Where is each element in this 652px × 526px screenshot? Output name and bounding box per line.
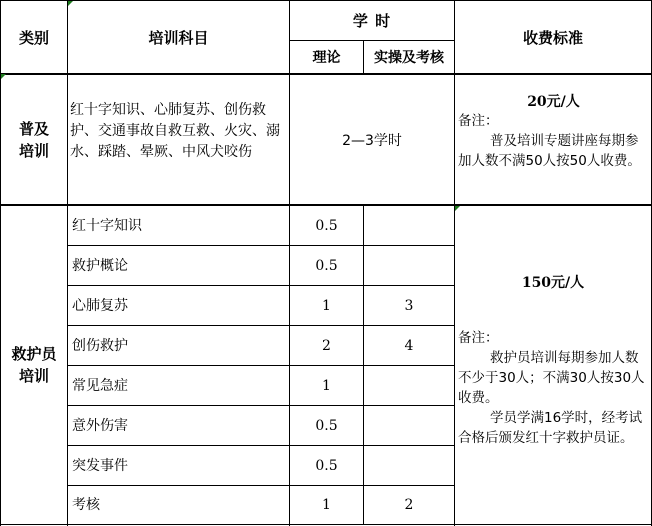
rescuer-fee-price: 150元/人 xyxy=(521,275,585,291)
category-popular-line2: 培训 xyxy=(18,141,49,160)
header-category: 类别 xyxy=(18,28,49,47)
header-theory: 理论 xyxy=(312,50,341,66)
rescuer-row-subject: 突发事件 xyxy=(72,457,128,474)
rescuer-row-theory: 2 xyxy=(322,337,331,354)
rescuer-row-subject: 创伤救护 xyxy=(72,337,128,354)
rescuer-fee xyxy=(455,206,651,524)
popular-subjects: 红十字知识、心肺复苏、创伤救护、交通事故自救互救、火灾、溺水、踩踏、晕厥、中风犬咬伤 xyxy=(70,102,280,160)
rescuer-row-subject: 心肺复苏 xyxy=(72,297,128,314)
popular-hours: 2—3学时 xyxy=(342,132,402,149)
rescuer-note-text1: 救护员培训每期参加人数不少于30人；不满30人按30人收费。 xyxy=(458,350,645,406)
header-practice: 实操及考核 xyxy=(374,50,444,66)
rescuer-row-practice: 4 xyxy=(404,337,414,354)
rescuer-row-theory: 0.5 xyxy=(315,457,338,474)
header-subject: 培训科目 xyxy=(148,28,209,47)
rescuer-row-subject: 救护概论 xyxy=(72,257,128,274)
rescuer-row-subject: 常见急症 xyxy=(72,377,128,394)
rescuer-note-text2: 学员学满16学时，经考试合格后颁发红十字救护员证。 xyxy=(458,410,643,446)
rescuer-row-subject: 意外伤害 xyxy=(72,417,128,434)
rescuer-row-theory: 0.5 xyxy=(315,257,338,274)
category-rescuer-line2: 培训 xyxy=(18,367,49,385)
rescuer-row-theory: 0.5 xyxy=(315,417,338,434)
rescuer-row-practice xyxy=(364,206,454,245)
rescuer-row-theory: 0.5 xyxy=(315,217,338,234)
rescuer-row-practice: 2 xyxy=(404,497,414,513)
rescuer-row-practice xyxy=(364,406,454,445)
category-popular xyxy=(1,75,67,204)
popular-note-label: 备注： xyxy=(458,113,499,129)
rescuer-row-theory: 1 xyxy=(322,297,331,314)
rescuer-note-label: 备注： xyxy=(458,330,499,346)
rescuer-note xyxy=(458,328,648,448)
header-fee: 收费标准 xyxy=(522,28,583,47)
category-rescuer xyxy=(1,206,67,524)
rescuer-row-subject: 红十字知识 xyxy=(72,217,142,234)
rescuer-row-subject: 考核 xyxy=(72,497,100,513)
popular-note-text: 普及培训专题讲座每期参加人数不满50人按50人收费。 xyxy=(458,133,641,169)
rescuer-row-practice xyxy=(364,246,454,285)
rescuer-row-practice xyxy=(364,366,454,405)
header-hours: 学 时 xyxy=(352,12,392,30)
rescuer-row-theory: 1 xyxy=(322,497,331,513)
rescuer-row-practice xyxy=(364,446,454,485)
category-rescuer-line1: 救护员 xyxy=(11,345,57,363)
popular-fee-price: 20元/人 xyxy=(527,94,580,110)
popular-fee xyxy=(455,75,651,204)
category-popular-line1: 普及 xyxy=(18,119,49,138)
rescuer-row-theory: 1 xyxy=(322,377,331,394)
rescuer-row-practice: 3 xyxy=(404,297,414,314)
grid-line xyxy=(0,524,652,525)
